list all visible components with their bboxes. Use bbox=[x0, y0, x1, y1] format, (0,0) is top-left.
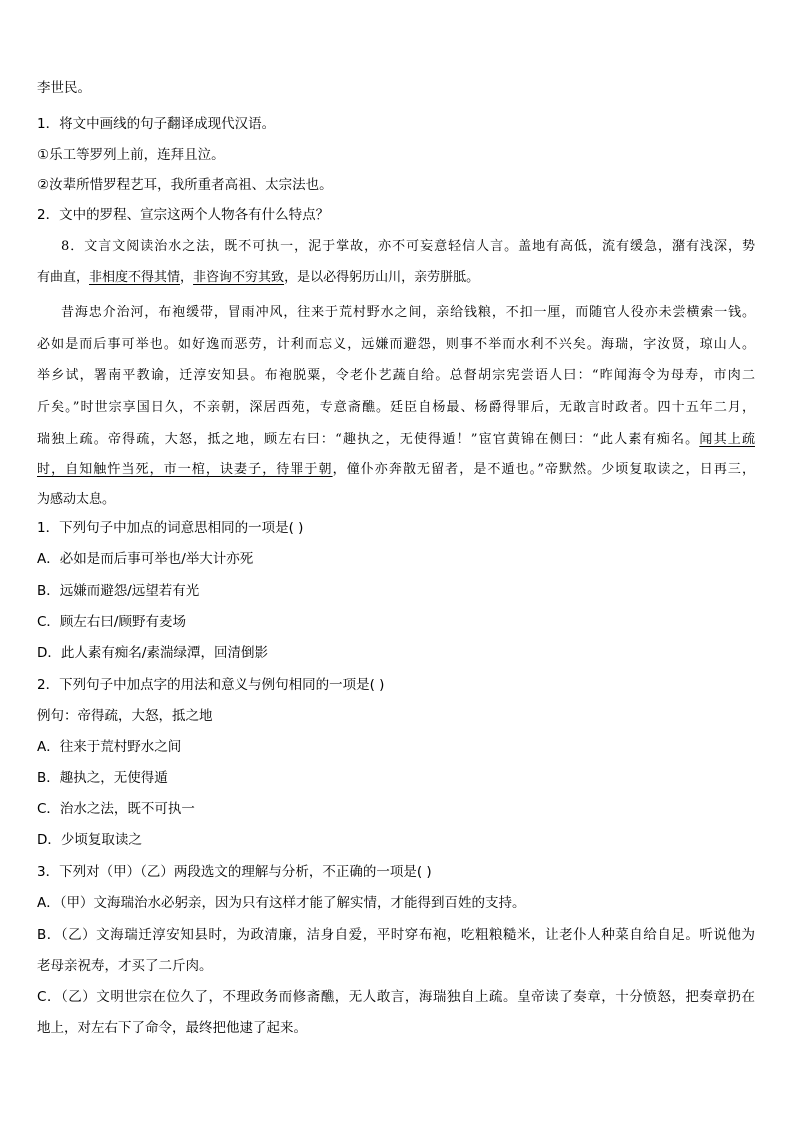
question-2-option-b: B．趣执之，无使得遁 bbox=[37, 770, 168, 786]
question-1-option-d: D．此人素有痴名/素湍绿潭，回清倒影 bbox=[37, 645, 268, 661]
question-1-option-a: A．必如是而后事可举也/举大计亦死 bbox=[37, 551, 254, 567]
top-line: 李世民。 bbox=[37, 80, 91, 96]
passage-2-line-1: 昔海忠介治河，布袍缓带，冒雨冲风，往来于荒村野水之间，亲给钱粮，不扣一厘，而随官人役亦未尝横索一钱。 bbox=[61, 305, 755, 320]
underlined-sentence: 非咨询不穷其致 bbox=[193, 270, 285, 285]
question-3-option-c-line-1: C．（乙）文明世宗在位久了，不理政务而修斋醮，无人敢言，海瑞独自上疏。皇帝读了奏章，十分愤怒，把奏章扔在 bbox=[37, 989, 755, 1005]
question-3-option-b-line-2: 老母亲祝寿，才买了二斤肉。 bbox=[37, 958, 213, 974]
underlined-sentence: 时，自知触忤当死，市一棺，诀妻子，待罪于朝 bbox=[37, 462, 333, 477]
passage-2-line-5 bbox=[37, 430, 755, 450]
passage-2-line-6 bbox=[37, 460, 755, 480]
passage-text: 瑞独上疏。帝得疏，大怒，抵之地，顾左右曰：“趣执之，无使得遁！”宦官黄锦在侧曰：“此人素有痴名。 bbox=[37, 432, 700, 447]
translation-question: 1．将文中画线的句子翻译成现代汉语。 bbox=[37, 116, 276, 132]
character-question: 2．文中的罗程、宣宗这两个人物各有什么特点？ bbox=[37, 207, 330, 223]
question-2-example: 例句：帝得疏，大怒，抵之地 bbox=[37, 708, 213, 724]
passage-text: ，僮仆亦奔散无留者，是不遁也。”帝默然。少顷复取读之，日再三， bbox=[332, 462, 755, 477]
question-1-option-c: C．顾左右曰/顾野有麦场 bbox=[37, 614, 186, 630]
question-1-option-b: B．远嫌而避怨/远望若有光 bbox=[37, 583, 200, 599]
underlined-sentence: 闻其上疏 bbox=[699, 432, 755, 447]
question-1: 1．下列句子中加点的词意思相同的一项是( ) bbox=[37, 520, 304, 536]
passage-1-line-2 bbox=[37, 268, 755, 288]
question-3: 3．下列对（甲）（乙）两段选文的理解与分析，不正确的一项是( ) bbox=[37, 864, 432, 880]
question-2: 2．下列句子中加点字的用法和意义与例句相同的一项是( ) bbox=[37, 677, 385, 693]
passage-2-line-4: 斤矣。”时世宗享国日久，不亲朝，深居西苑，专意斋醮。廷臣自杨最、杨爵得罪后，无敢言时政者。四十五年二月， bbox=[37, 400, 755, 415]
passage-text: 有曲直， bbox=[37, 270, 90, 285]
passage-2-line-7: 为感动太息。 bbox=[37, 492, 116, 507]
question-2-option-d: D．少顷复取读之 bbox=[37, 832, 142, 848]
translation-sentence-1: ①乐工等罗列上前，连拜且泣。 bbox=[37, 147, 225, 163]
passage-text: ，是以必得躬历山川，亲劳胼胝。 bbox=[284, 270, 480, 285]
translation-sentence-2: ②汝辈所惜罗程艺耳，我所重者高祖、太宗法也。 bbox=[37, 177, 333, 193]
underlined-sentence: 非相度不得其情 bbox=[89, 270, 181, 285]
question-3-option-c-line-2: 地上，对左右下了命令，最终把他逮了起来。 bbox=[37, 1020, 307, 1036]
passage-2-line-3: 举乡试，署南平教谕，迁淳安知县。布袍脱粟，令老仆艺蔬自给。总督胡宗宪尝语人曰：“昨闻海令为母寿，市肉二 bbox=[37, 368, 755, 383]
question-3-option-a: A．（甲）文海瑞治水必躬亲，因为只有这样才能了解实情，才能得到百姓的支持。 bbox=[37, 895, 526, 911]
passage-1-line-1: 8．文言文阅读治水之法，既不可执一，泥于掌故，亦不可妄意轻信人言。盖地有高低，流有缓急，潴有浅深，势 bbox=[61, 239, 755, 254]
passage-text: ， bbox=[180, 270, 194, 285]
question-3-option-b-line-1: B．（乙）文海瑞迁淳安知县时，为政清廉，洁身自爱，平时穿布袍，吃粗粮糙米，让老仆人种菜自给自足。听说他为 bbox=[37, 927, 755, 943]
question-2-option-a: A．往来于荒村野水之间 bbox=[37, 739, 182, 755]
question-2-option-c: C．治水之法，既不可执一 bbox=[37, 801, 195, 817]
passage-2-line-2: 必如是而后事可举也。如好逸而恶劳，计利而忘义，远嫌而避怨，则事不举而水利不兴矣。海瑞，字汝贤，琼山人。 bbox=[37, 337, 755, 352]
